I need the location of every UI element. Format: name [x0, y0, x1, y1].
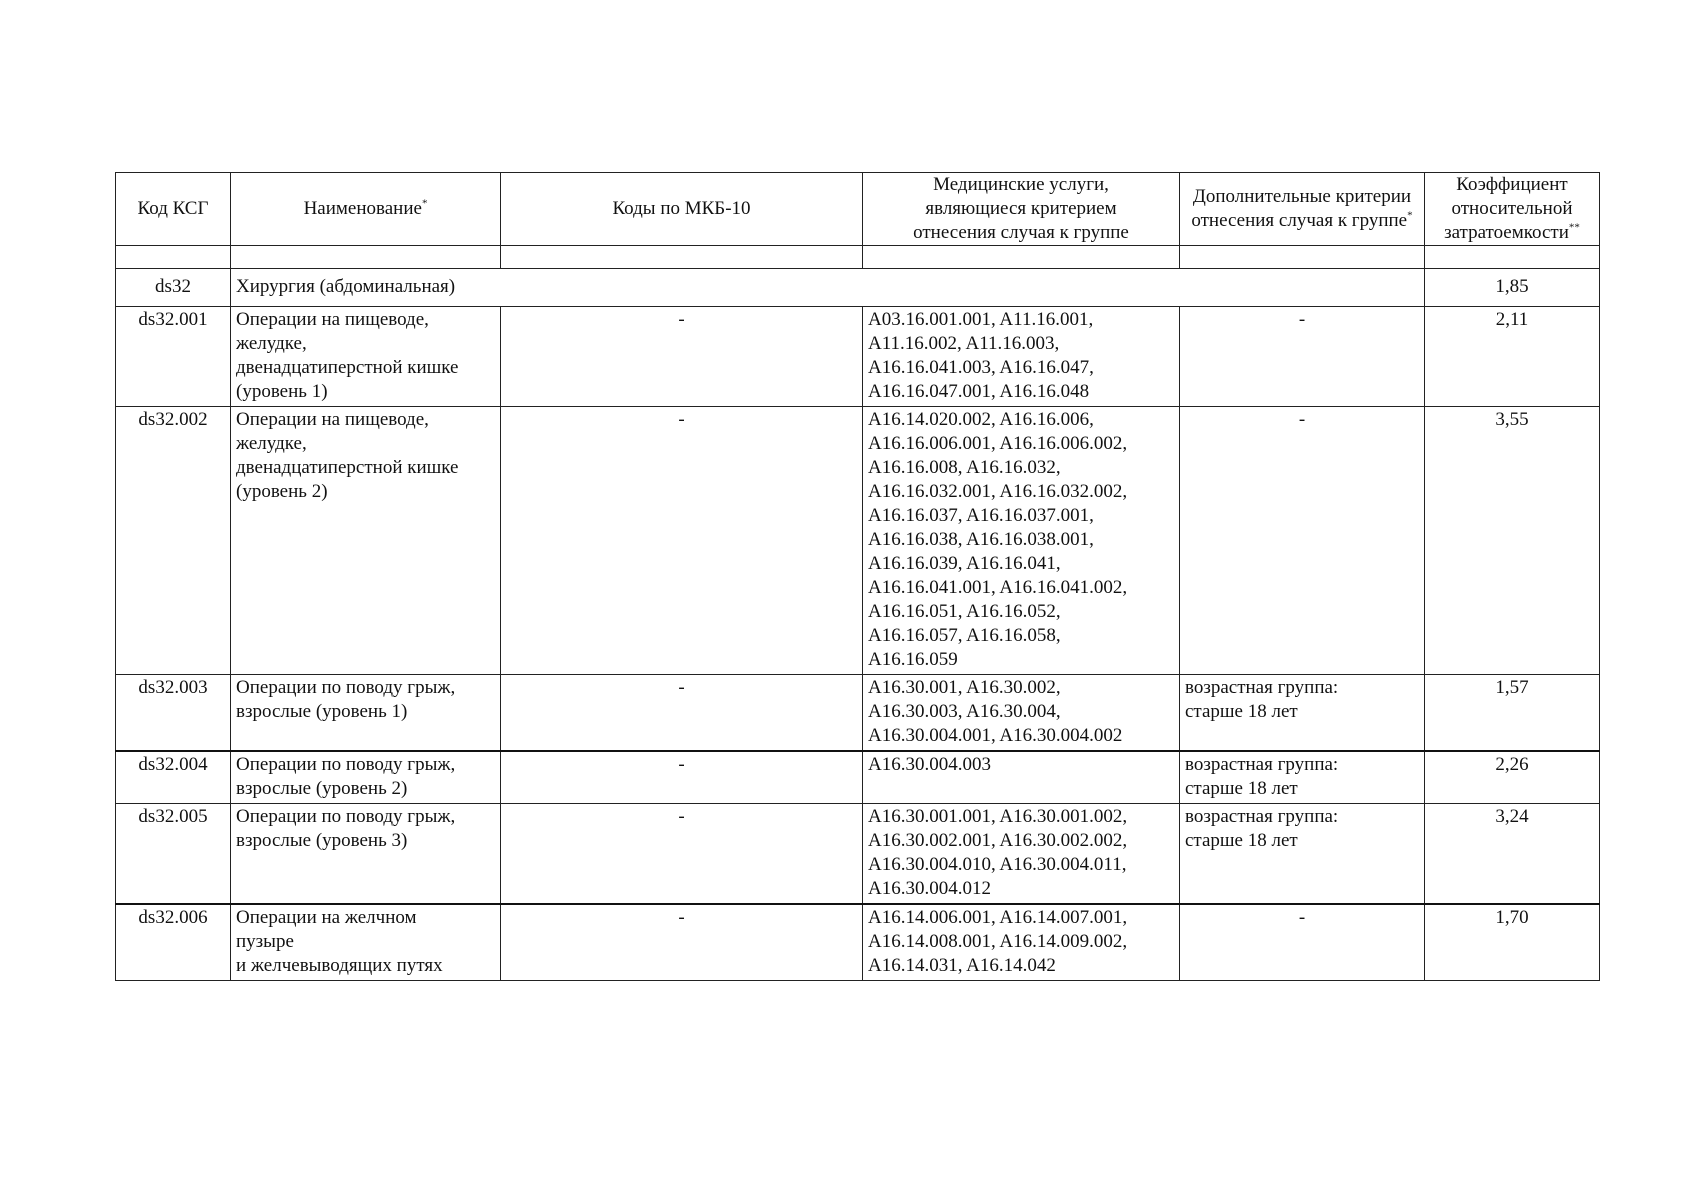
header-coef: Коэффициент относительной затратоемкости** — [1425, 173, 1600, 246]
row-code: ds32.001 — [116, 307, 231, 407]
group-code: ds32 — [116, 269, 231, 307]
row-coef: 3,55 — [1425, 407, 1600, 675]
footnote-mark: * — [1407, 209, 1413, 222]
row-extra: возрастная группа: старше 18 лет — [1180, 751, 1425, 804]
group-row — [116, 269, 1600, 307]
row-services: A03.16.001.001, A11.16.001, A11.16.002, A11.16.003, A16.16.041.003, A16.16.047, A16.16.047.001, A16.16.048 — [863, 307, 1180, 407]
row-mkb: - — [501, 675, 863, 752]
footnote-mark: * — [421, 197, 428, 210]
row-extra: - — [1180, 307, 1425, 407]
row-mkb: - — [501, 904, 863, 981]
row-coef: 1,70 — [1425, 904, 1600, 981]
row-coef: 3,24 — [1425, 804, 1600, 905]
spacer-row — [116, 246, 1600, 269]
table-row — [116, 407, 1600, 675]
header-code: Код КСГ — [116, 173, 231, 246]
row-code: ds32.003 — [116, 675, 231, 752]
row-mkb: - — [501, 751, 863, 804]
row-name: Операции по поводу грыж, взрослые (уровень 1) — [231, 675, 501, 752]
row-services: A16.30.004.003 — [863, 751, 1180, 804]
ksg-table — [115, 172, 1600, 981]
header-row — [116, 173, 1600, 246]
header-services: Медицинские услуги, являющиеся критерием отнесения случая к группе — [863, 173, 1180, 246]
row-code: ds32.005 — [116, 804, 231, 905]
row-mkb: - — [501, 307, 863, 407]
row-extra: - — [1180, 407, 1425, 675]
row-services: A16.14.020.002, A16.16.006, A16.16.006.001, A16.16.006.002, A16.16.008, A16.16.032, A16.16.032.001, A16.16.032.002, A16.16.037, A16.16.037.001, A16.16.038, A16.16.038.001, A16.16.039, A16.16.041, A16.16.041.001, A16.16.041.002, A16.16.051, A16.16.052, A16.16.057, A16.16.058, A16.16.059 — [863, 407, 1180, 675]
row-code: ds32.002 — [116, 407, 231, 675]
row-mkb: - — [501, 407, 863, 675]
row-code: ds32.006 — [116, 904, 231, 981]
row-coef: 2,26 — [1425, 751, 1600, 804]
row-code: ds32.004 — [116, 751, 231, 804]
table-row — [116, 804, 1600, 905]
table-row — [116, 904, 1600, 981]
row-name: Операции на пищеводе, желудке, двенадцатиперстной кишке (уровень 2) — [231, 407, 501, 675]
row-extra: возрастная группа: старше 18 лет — [1180, 675, 1425, 752]
row-mkb: - — [501, 804, 863, 905]
row-extra: - — [1180, 904, 1425, 981]
header-name: Наименование* — [231, 173, 501, 246]
table-row — [116, 751, 1600, 804]
header-extra: Дополнительные критерии отнесения случая к группе* — [1180, 173, 1425, 246]
table-row — [116, 675, 1600, 752]
group-name: Хирургия (абдоминальная) — [231, 269, 1425, 307]
row-name: Операции по поводу грыж, взрослые (уровень 3) — [231, 804, 501, 905]
row-coef: 2,11 — [1425, 307, 1600, 407]
header-mkb: Коды по МКБ-10 — [501, 173, 863, 246]
footnote-mark: ** — [1568, 221, 1580, 234]
row-services: A16.30.001.001, A16.30.001.002, A16.30.002.001, A16.30.002.002, A16.30.004.010, A16.30.004.011, A16.30.004.012 — [863, 804, 1180, 905]
row-name: Операции по поводу грыж, взрослые (уровень 2) — [231, 751, 501, 804]
row-extra: возрастная группа: старше 18 лет — [1180, 804, 1425, 905]
row-services: A16.14.006.001, A16.14.007.001, A16.14.008.001, A16.14.009.002, A16.14.031, A16.14.042 — [863, 904, 1180, 981]
group-coef: 1,85 — [1425, 269, 1600, 307]
row-services: A16.30.001, A16.30.002, A16.30.003, A16.30.004, A16.30.004.001, A16.30.004.002 — [863, 675, 1180, 752]
table-row — [116, 307, 1600, 407]
row-name: Операции на желчном пузыре и желчевыводящих путях — [231, 904, 501, 981]
row-coef: 1,57 — [1425, 675, 1600, 752]
row-name: Операции на пищеводе, желудке, двенадцатиперстной кишке (уровень 1) — [231, 307, 501, 407]
